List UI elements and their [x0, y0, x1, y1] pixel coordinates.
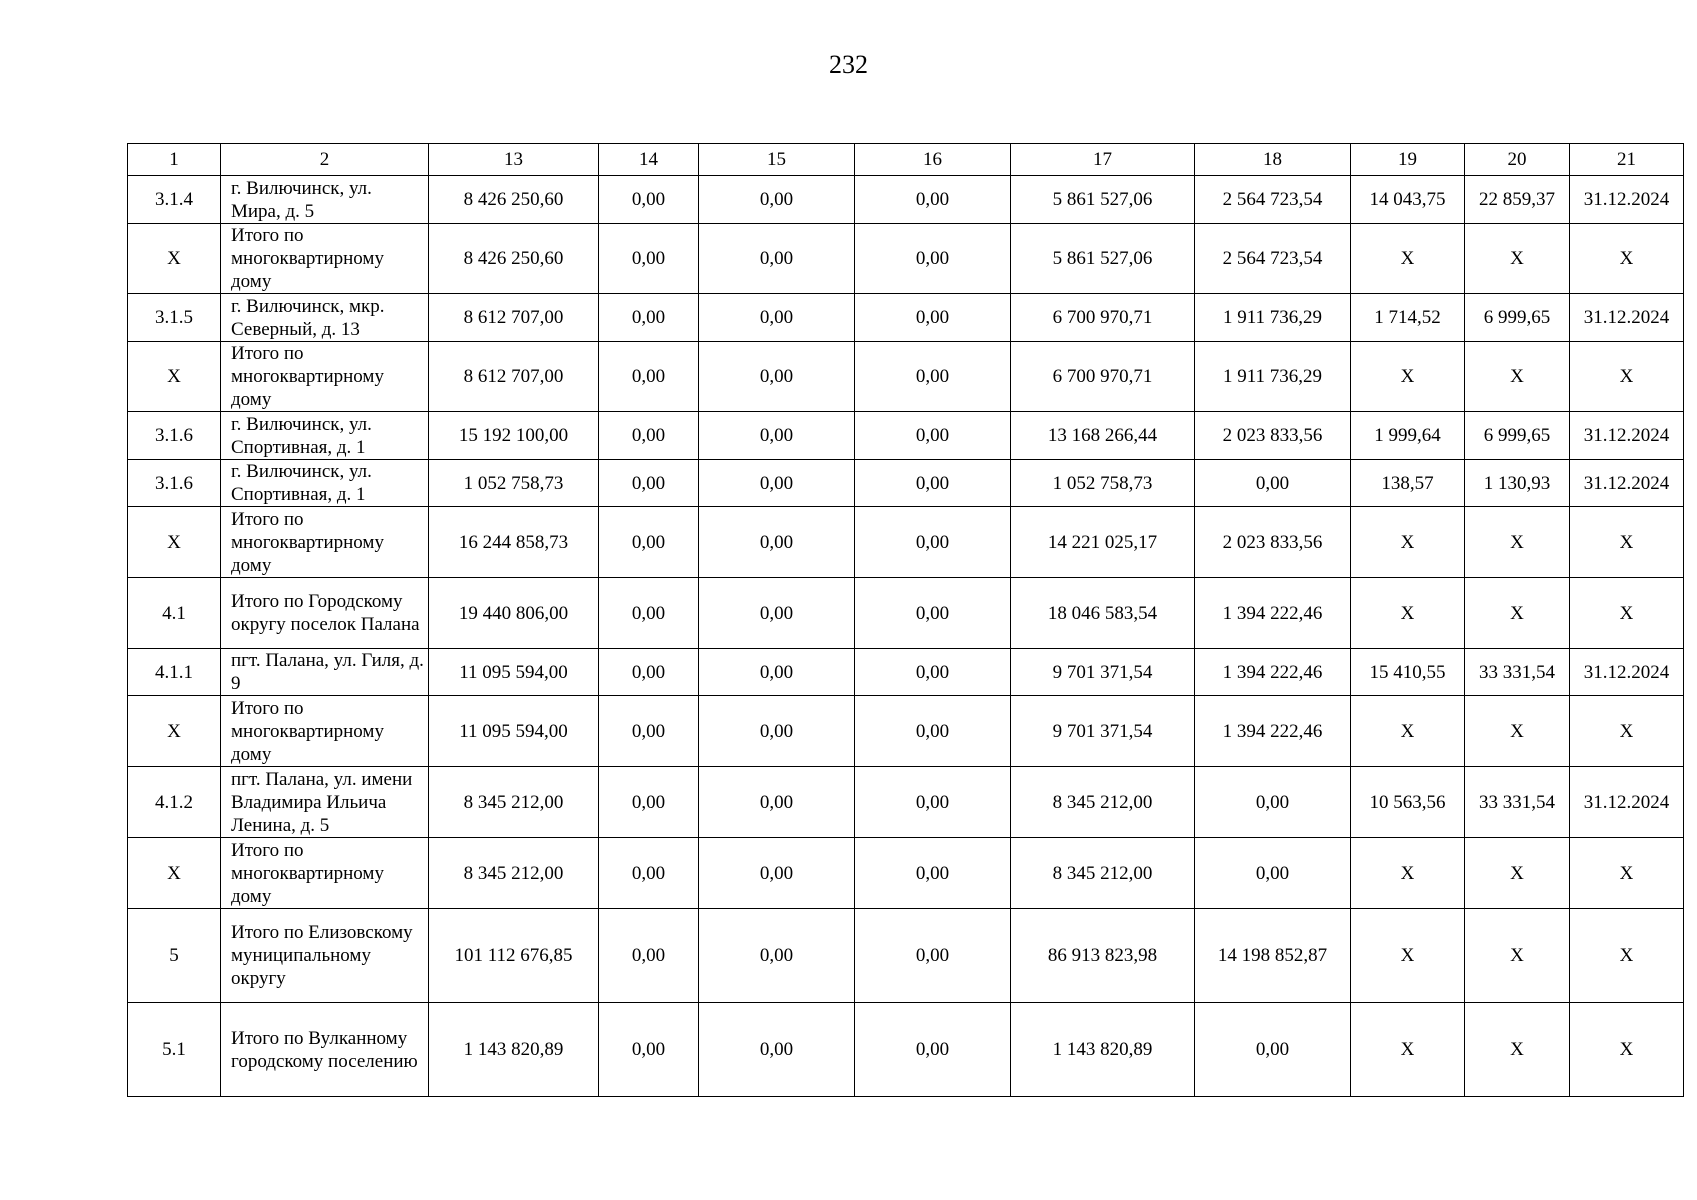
value-cell: 0,00 — [699, 224, 855, 294]
value-cell: 10 563,56 — [1351, 767, 1465, 838]
value-cell: 33 331,54 — [1465, 649, 1570, 696]
value-cell: 1 394 222,46 — [1195, 649, 1351, 696]
row-number: 4.1.1 — [128, 649, 221, 696]
value-cell: 0,00 — [699, 507, 855, 578]
value-cell: 8 345 212,00 — [1011, 838, 1195, 909]
value-cell: 0,00 — [599, 342, 699, 412]
value-cell: 0,00 — [699, 294, 855, 342]
column-header: 16 — [855, 144, 1011, 176]
value-cell: 0,00 — [1195, 1003, 1351, 1097]
value-cell: 0,00 — [1195, 838, 1351, 909]
column-header: 21 — [1570, 144, 1684, 176]
value-cell: 0,00 — [855, 909, 1011, 1003]
value-cell: 0,00 — [599, 294, 699, 342]
value-cell: 6 999,65 — [1465, 294, 1570, 342]
value-cell: 0,00 — [699, 578, 855, 649]
value-cell: 138,57 — [1351, 460, 1465, 507]
value-cell: 0,00 — [855, 649, 1011, 696]
row-number: 5.1 — [128, 1003, 221, 1097]
value-cell: 0,00 — [599, 578, 699, 649]
table-row — [128, 649, 1684, 696]
value-cell: 0,00 — [699, 460, 855, 507]
column-header: 2 — [221, 144, 429, 176]
value-cell: X — [1465, 578, 1570, 649]
value-cell: X — [1465, 1003, 1570, 1097]
value-cell: X — [1351, 1003, 1465, 1097]
value-cell: 0,00 — [599, 696, 699, 767]
address-cell: г. Вилючинск, мкр. Северный, д. 13 — [221, 294, 429, 342]
date-cell: X — [1570, 696, 1684, 767]
value-cell: 1 911 736,29 — [1195, 342, 1351, 412]
value-cell: 0,00 — [699, 767, 855, 838]
column-header: 13 — [429, 144, 599, 176]
date-cell: X — [1570, 909, 1684, 1003]
address-cell: Итого по Городскому округу поселок Палана — [221, 578, 429, 649]
value-cell: 5 861 527,06 — [1011, 224, 1195, 294]
value-cell: 8 612 707,00 — [429, 294, 599, 342]
column-header: 1 — [128, 144, 221, 176]
value-cell: 8 612 707,00 — [429, 342, 599, 412]
date-cell: X — [1570, 224, 1684, 294]
value-cell: 13 168 266,44 — [1011, 412, 1195, 460]
address-cell: г. Вилючинск, ул. Мира, д. 5 — [221, 176, 429, 224]
value-cell: 6 999,65 — [1465, 412, 1570, 460]
value-cell: 33 331,54 — [1465, 767, 1570, 838]
row-number: 5 — [128, 909, 221, 1003]
value-cell: 1 911 736,29 — [1195, 294, 1351, 342]
value-cell: 101 112 676,85 — [429, 909, 599, 1003]
table-header-row — [128, 144, 1684, 176]
value-cell: 0,00 — [855, 578, 1011, 649]
value-cell: 8 345 212,00 — [429, 767, 599, 838]
value-cell: 9 701 371,54 — [1011, 649, 1195, 696]
value-cell: 1 052 758,73 — [1011, 460, 1195, 507]
table-row — [128, 224, 1684, 294]
row-number: 3.1.4 — [128, 176, 221, 224]
value-cell: 14 043,75 — [1351, 176, 1465, 224]
row-number: 3.1.6 — [128, 412, 221, 460]
value-cell: 0,00 — [855, 342, 1011, 412]
value-cell: 0,00 — [855, 224, 1011, 294]
value-cell: 8 426 250,60 — [429, 176, 599, 224]
column-header: 14 — [599, 144, 699, 176]
date-cell: X — [1570, 507, 1684, 578]
table-row — [128, 176, 1684, 224]
value-cell: 1 394 222,46 — [1195, 696, 1351, 767]
value-cell: 0,00 — [699, 838, 855, 909]
table-row — [128, 696, 1684, 767]
value-cell: 0,00 — [855, 460, 1011, 507]
date-cell: X — [1570, 838, 1684, 909]
value-cell: 1 999,64 — [1351, 412, 1465, 460]
address-cell: Итого по многоквартирному дому — [221, 342, 429, 412]
value-cell: 22 859,37 — [1465, 176, 1570, 224]
value-cell: 0,00 — [599, 909, 699, 1003]
table-row — [128, 294, 1684, 342]
date-cell: 31.12.2024 — [1570, 767, 1684, 838]
address-cell: г. Вилючинск, ул. Спортивная, д. 1 — [221, 412, 429, 460]
row-number: 3.1.5 — [128, 294, 221, 342]
value-cell: 0,00 — [855, 176, 1011, 224]
row-number: 3.1.6 — [128, 460, 221, 507]
row-number: X — [128, 696, 221, 767]
value-cell: 11 095 594,00 — [429, 649, 599, 696]
address-cell: Итого по многоквартирному дому — [221, 224, 429, 294]
value-cell: 6 700 970,71 — [1011, 342, 1195, 412]
value-cell: 14 221 025,17 — [1011, 507, 1195, 578]
table-row — [128, 909, 1684, 1003]
column-header: 18 — [1195, 144, 1351, 176]
address-cell: Итого по многоквартирному дому — [221, 507, 429, 578]
value-cell: 0,00 — [855, 507, 1011, 578]
address-cell: Итого по Вулканному городскому поселению — [221, 1003, 429, 1097]
value-cell: 9 701 371,54 — [1011, 696, 1195, 767]
column-header: 20 — [1465, 144, 1570, 176]
column-header: 19 — [1351, 144, 1465, 176]
value-cell: 0,00 — [599, 460, 699, 507]
address-cell: Итого по Елизовскому муниципальному округу — [221, 909, 429, 1003]
value-cell: 6 700 970,71 — [1011, 294, 1195, 342]
table-row — [128, 460, 1684, 507]
value-cell: X — [1465, 224, 1570, 294]
value-cell: 0,00 — [599, 507, 699, 578]
value-cell: X — [1351, 578, 1465, 649]
value-cell: 0,00 — [699, 412, 855, 460]
value-cell: 1 143 820,89 — [1011, 1003, 1195, 1097]
table-row — [128, 507, 1684, 578]
address-cell: Итого по многоквартирному дому — [221, 838, 429, 909]
value-cell: 2 023 833,56 — [1195, 507, 1351, 578]
value-cell: X — [1351, 507, 1465, 578]
value-cell: 0,00 — [1195, 460, 1351, 507]
value-cell: 1 130,93 — [1465, 460, 1570, 507]
address-cell: пгт. Палана, ул. имени Владимира Ильича Ленина, д. 5 — [221, 767, 429, 838]
date-cell: 31.12.2024 — [1570, 176, 1684, 224]
value-cell: 2 023 833,56 — [1195, 412, 1351, 460]
date-cell: 31.12.2024 — [1570, 412, 1684, 460]
value-cell: 0,00 — [599, 838, 699, 909]
value-cell: 14 198 852,87 — [1195, 909, 1351, 1003]
value-cell: 5 861 527,06 — [1011, 176, 1195, 224]
value-cell: X — [1351, 909, 1465, 1003]
row-number: X — [128, 507, 221, 578]
value-cell: 0,00 — [855, 1003, 1011, 1097]
value-cell: 0,00 — [699, 696, 855, 767]
value-cell: 0,00 — [855, 838, 1011, 909]
value-cell: X — [1351, 696, 1465, 767]
value-cell: 16 244 858,73 — [429, 507, 599, 578]
date-cell: X — [1570, 1003, 1684, 1097]
value-cell: 8 345 212,00 — [429, 838, 599, 909]
value-cell: 15 192 100,00 — [429, 412, 599, 460]
table-row — [128, 767, 1684, 838]
value-cell: 86 913 823,98 — [1011, 909, 1195, 1003]
value-cell: 0,00 — [1195, 767, 1351, 838]
column-header: 15 — [699, 144, 855, 176]
value-cell: 0,00 — [699, 176, 855, 224]
value-cell: 0,00 — [599, 649, 699, 696]
date-cell: 31.12.2024 — [1570, 649, 1684, 696]
value-cell: X — [1465, 838, 1570, 909]
value-cell: 0,00 — [855, 767, 1011, 838]
value-cell: 0,00 — [855, 696, 1011, 767]
date-cell: 31.12.2024 — [1570, 294, 1684, 342]
table-row — [128, 1003, 1684, 1097]
value-cell: 1 714,52 — [1351, 294, 1465, 342]
date-cell: 31.12.2024 — [1570, 460, 1684, 507]
value-cell: 0,00 — [855, 412, 1011, 460]
value-cell: 0,00 — [599, 1003, 699, 1097]
data-table — [127, 143, 1684, 1097]
value-cell: X — [1351, 224, 1465, 294]
value-cell: 15 410,55 — [1351, 649, 1465, 696]
value-cell: 1 394 222,46 — [1195, 578, 1351, 649]
address-cell: Итого по многоквартирному дому — [221, 696, 429, 767]
page-number: 232 — [829, 50, 868, 79]
value-cell: 2 564 723,54 — [1195, 176, 1351, 224]
value-cell: 0,00 — [699, 342, 855, 412]
table-row — [128, 838, 1684, 909]
date-cell: X — [1570, 578, 1684, 649]
value-cell: X — [1465, 342, 1570, 412]
value-cell: 0,00 — [599, 224, 699, 294]
value-cell: 19 440 806,00 — [429, 578, 599, 649]
value-cell: 0,00 — [699, 909, 855, 1003]
value-cell: 2 564 723,54 — [1195, 224, 1351, 294]
address-cell: г. Вилючинск, ул. Спортивная, д. 1 — [221, 460, 429, 507]
value-cell: 1 143 820,89 — [429, 1003, 599, 1097]
row-number: X — [128, 342, 221, 412]
value-cell: 1 052 758,73 — [429, 460, 599, 507]
value-cell: 18 046 583,54 — [1011, 578, 1195, 649]
value-cell: X — [1351, 838, 1465, 909]
address-cell: пгт. Палана, ул. Гиля, д. 9 — [221, 649, 429, 696]
table-row — [128, 578, 1684, 649]
value-cell: 8 426 250,60 — [429, 224, 599, 294]
value-cell: 8 345 212,00 — [1011, 767, 1195, 838]
value-cell: 0,00 — [855, 294, 1011, 342]
value-cell: 0,00 — [599, 412, 699, 460]
value-cell: X — [1465, 696, 1570, 767]
value-cell: X — [1351, 342, 1465, 412]
value-cell: 11 095 594,00 — [429, 696, 599, 767]
row-number: 4.1 — [128, 578, 221, 649]
value-cell: 0,00 — [599, 176, 699, 224]
value-cell: X — [1465, 909, 1570, 1003]
value-cell: 0,00 — [699, 649, 855, 696]
table-row — [128, 342, 1684, 412]
row-number: X — [128, 838, 221, 909]
table-row — [128, 412, 1684, 460]
row-number: 4.1.2 — [128, 767, 221, 838]
value-cell: 0,00 — [699, 1003, 855, 1097]
value-cell: 0,00 — [599, 767, 699, 838]
date-cell: X — [1570, 342, 1684, 412]
value-cell: X — [1465, 507, 1570, 578]
row-number: X — [128, 224, 221, 294]
column-header: 17 — [1011, 144, 1195, 176]
